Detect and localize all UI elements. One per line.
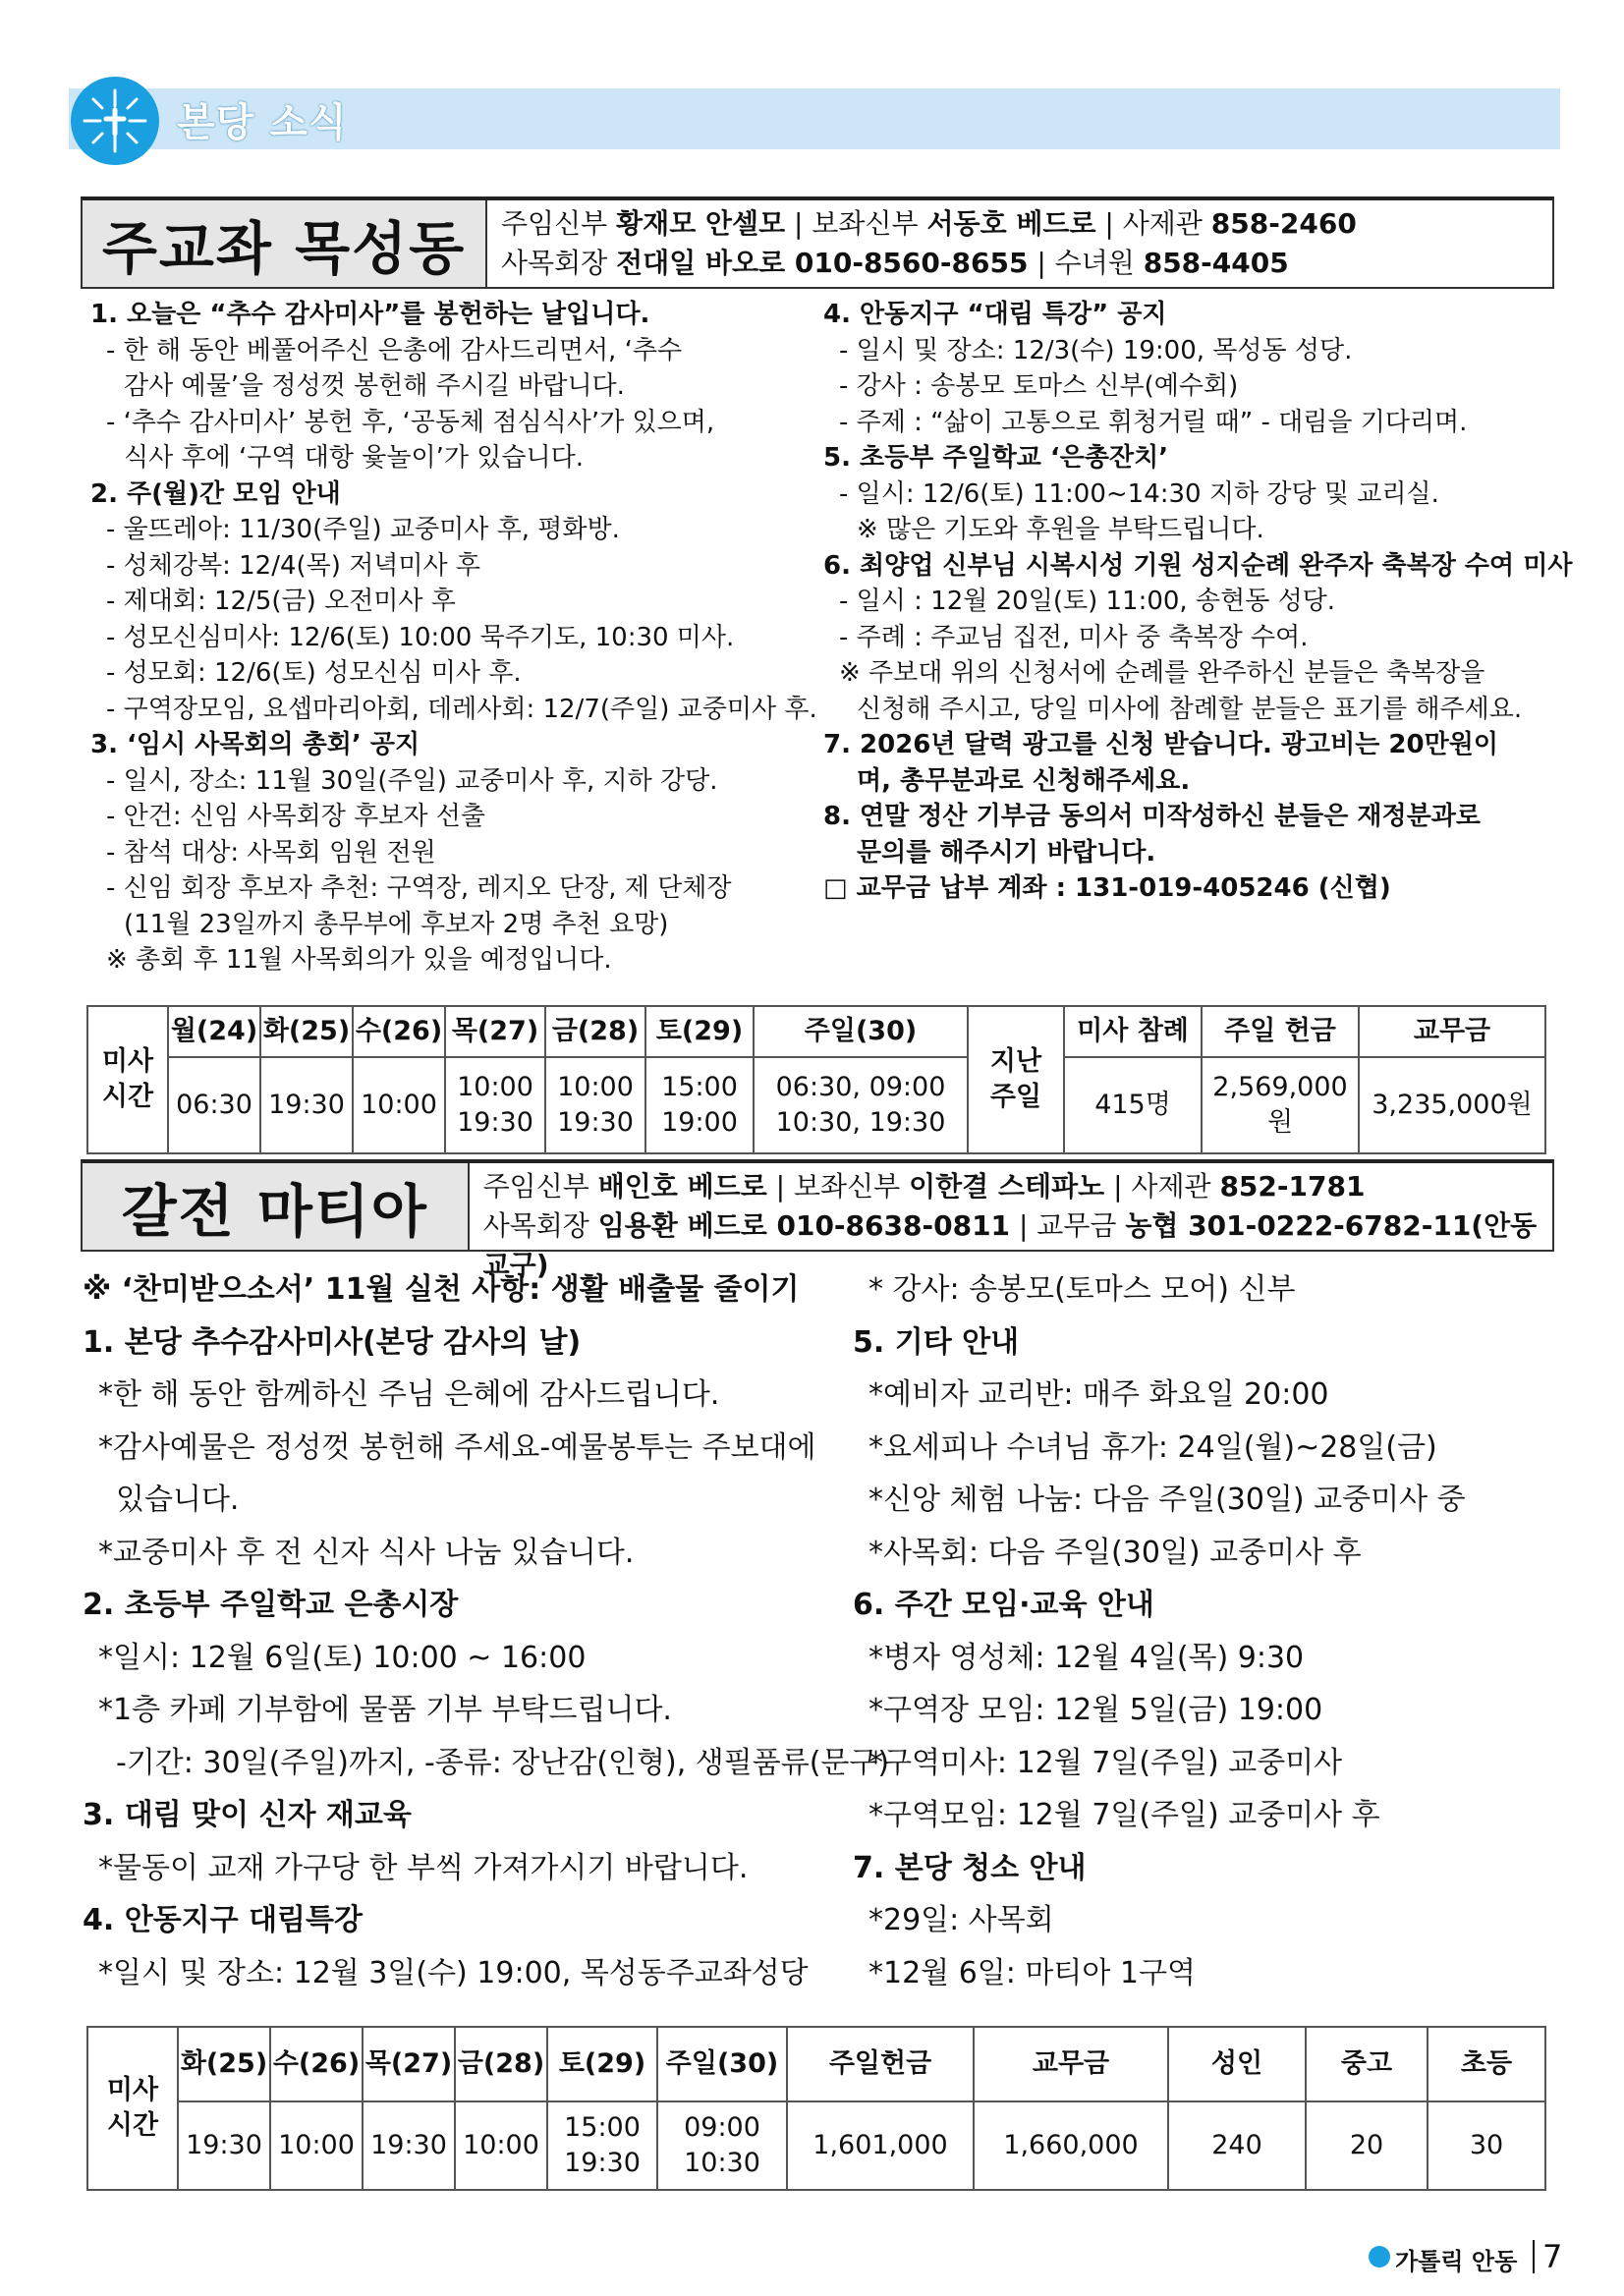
mass-time: 10:00 19:30 xyxy=(545,1057,645,1153)
notice-line: - 강사 : 송봉모 토마스 신부(예수회) xyxy=(839,371,1239,401)
day-header: 금(28) xyxy=(455,2027,547,2101)
notice-line: *예비자 교리반: 매주 화요일 20:00 xyxy=(868,1377,1329,1412)
notice-line: *물동이 교재 가구당 한 부씩 가져가시기 바랍니다. xyxy=(98,1850,749,1885)
notice-line: *교중미사 후 전 신자 식사 나눔 있습니다. xyxy=(98,1535,635,1570)
stat-value: 30 xyxy=(1428,2101,1545,2190)
notice-column-left xyxy=(83,1263,890,1999)
mass-time: 06:30, 09:00 10:30, 19:30 xyxy=(754,1057,968,1153)
day-header: 주일(30) xyxy=(657,2027,787,2101)
parish-info xyxy=(470,1163,1552,1281)
notice-heading: 7. 본당 청소 안내 xyxy=(853,1850,1087,1885)
notice-line: - 성모회: 12/6(토) 성모신심 미사 후. xyxy=(106,658,522,688)
notice-column-left xyxy=(90,297,817,979)
notice-heading: 문의를 해주시기 바랍니다. xyxy=(857,837,1156,868)
day-header: 수(26) xyxy=(353,1006,445,1057)
mass-time: 10:00 19:30 xyxy=(445,1057,545,1153)
publication-name: 가톨릭 안동 xyxy=(1395,2248,1518,2275)
stat-header: 미사 참례 xyxy=(1064,1006,1202,1057)
notice-line: - 주례 : 주교님 집전, 미사 중 축복장 수여. xyxy=(839,622,1309,652)
notice-heading: 2. 초등부 주일학교 은총시장 xyxy=(83,1588,459,1622)
notice-line: - 일시 : 12월 20일(토) 11:00, 송현동 성당. xyxy=(839,587,1336,616)
info-value: 858-2460 xyxy=(1210,207,1357,240)
notice-line: *일시 및 장소: 12월 3일(수) 19:00, 목성동주교좌성당 xyxy=(98,1955,809,1990)
notice-line: - 일시: 12/6(토) 11:00~14:30 지하 강당 및 교리실. xyxy=(839,478,1439,509)
notice-heading: 4. 안동지구 대림특강 xyxy=(83,1903,363,1937)
notice-column-right xyxy=(853,1263,1560,1999)
mass-time: 09:00 10:30 xyxy=(657,2101,787,2190)
notice-heading: 6. 주간 모임·교육 안내 xyxy=(853,1588,1154,1622)
stat-header: 성인 xyxy=(1168,2027,1306,2101)
mass-time: 15:00 19:30 xyxy=(547,2101,657,2190)
notice-line: - 성체강복: 12/4(목) 저녁미사 후 xyxy=(106,550,481,581)
notice-line: *29일: 사목회 xyxy=(868,1903,1054,1937)
notice-line: - 구역장모임, 요셉마리아회, 데레사회: 12/7(주일) 교중미사 후. xyxy=(106,694,817,724)
notice-line: -기간: 30일(주일)까지, -종류: 장난감(인형), 생필품류(문구) xyxy=(116,1745,890,1780)
info-label: 사목회장 xyxy=(482,1209,598,1242)
stat-value: 20 xyxy=(1306,2101,1428,2190)
stat-header: 교무금 xyxy=(974,2027,1168,2101)
notice-line: - 안건: 신임 사목회장 후보자 선출 xyxy=(106,802,485,831)
page-number: 7 xyxy=(1542,2238,1563,2275)
mass-time: 10:00 xyxy=(455,2101,547,2190)
notice-column-right xyxy=(823,297,1573,907)
notice-heading: 5. 기타 안내 xyxy=(853,1324,1020,1360)
notice-line: - 제대회: 12/5(금) 오전미사 후 xyxy=(106,587,456,616)
notice-line: *한 해 동안 함께하신 주님 은혜에 감사드립니다. xyxy=(98,1377,720,1412)
notice-heading: 3. 대림 맞이 신자 재교육 xyxy=(83,1798,412,1832)
info-value: 전대일 바오로 010-8560-8655 xyxy=(616,247,1029,279)
mass-time: 10:00 xyxy=(353,1057,445,1153)
mass-time: 19:30 xyxy=(178,2101,270,2190)
stat-value: 415명 xyxy=(1064,1057,1202,1153)
notice-line: *1층 카페 기부함에 물품 기부 부탁드립니다. xyxy=(98,1693,672,1727)
info-value: 이한결 스테파노 xyxy=(909,1170,1105,1203)
day-header: 월(24) xyxy=(168,1006,260,1057)
notice-line: - ‘추수 감사미사’ 봉헌 후, ‘공동체 점심식사’가 있으며, xyxy=(106,407,715,437)
info-value: 서동호 베드로 xyxy=(926,207,1096,240)
notice-line: - 일시 및 장소: 12/3(수) 19:00, 목성동 성당. xyxy=(839,335,1353,365)
section-title: 본당 소식 xyxy=(177,100,348,145)
notice-line: *구역모임: 12월 7일(주일) 교중미사 후 xyxy=(868,1798,1380,1832)
info-value: 852-1781 xyxy=(1219,1170,1366,1203)
notice-line: *요세피나 수녀님 휴가: 24일(월)~28일(금) xyxy=(868,1429,1437,1465)
info-label: | 보좌신부 xyxy=(766,1170,910,1203)
notice-line: - 신임 회장 후보자 추천: 구역장, 레지오 단장, 제 단체장 xyxy=(106,873,732,903)
notice-heading: 1. 본당 추수감사미사(본당 감사의 날) xyxy=(83,1324,582,1360)
mass-time: 10:00 xyxy=(270,2101,363,2190)
stat-header: 교무금 xyxy=(1359,1006,1545,1057)
parish-info-line xyxy=(501,204,1357,244)
day-header: 목(27) xyxy=(363,2027,455,2101)
notice-line: *구역미사: 12월 7일(주일) 교중미사 xyxy=(868,1745,1343,1780)
mass-time: 19:30 xyxy=(260,1057,353,1153)
notice-heading: 2. 주(월)간 모임 안내 xyxy=(90,478,341,509)
parish-info-line xyxy=(483,1167,1552,1206)
parish-name: 주교좌 목성동 xyxy=(83,200,487,287)
day-header: 수(26) xyxy=(270,2027,363,2101)
day-header: 주일(30) xyxy=(754,1006,968,1057)
notice-line: 신청해 주시고, 당일 미사에 참례할 분들은 표기를 해주세요. xyxy=(857,694,1523,724)
info-label: | 수녀원 xyxy=(1028,247,1144,279)
notice-heading: 7. 2026년 달력 광고를 신청 받습니다. 광고비는 20만원이 xyxy=(823,730,1498,759)
day-header: 토(29) xyxy=(645,1006,754,1057)
stat-value: 240 xyxy=(1168,2101,1306,2190)
parish-info xyxy=(487,200,1357,287)
notice-line: 식사 후에 ‘구역 대항 윷놀이’가 있습니다. xyxy=(124,443,584,473)
info-label: | 사제관 xyxy=(1104,1170,1220,1203)
day-header: 목(27) xyxy=(445,1006,545,1057)
info-label: 주임신부 xyxy=(501,207,617,240)
notice-line: *감사예물은 정성껏 봉헌해 주세요-예물봉투는 주보대에 xyxy=(98,1429,816,1465)
mass-time-label: 미사 시간 xyxy=(87,1006,168,1153)
info-value: 배인호 베드로 xyxy=(597,1170,767,1203)
notice-line: * 강사: 송봉모(토마스 모어) 신부 xyxy=(868,1272,1296,1307)
notice-line: - 성모신심미사: 12/6(토) 10:00 묵주기도, 10:30 미사. xyxy=(106,622,735,652)
mass-time: 06:30 xyxy=(168,1057,260,1153)
notice-heading: 1. 오늘은 “추수 감사미사”를 봉헌하는 날입니다. xyxy=(90,300,650,329)
mass-schedule-table xyxy=(86,1005,1546,1154)
notice-heading: ※ ‘찬미받으소서’ 11월 실천 사항: 생활 배출물 줄이기 xyxy=(83,1272,800,1307)
notice-line: ※ 많은 기도와 후원을 부탁드립니다. xyxy=(857,515,1264,544)
stat-value: 3,235,000원 xyxy=(1359,1057,1545,1153)
notice-line: *구역장 모임: 12월 5일(금) 19:00 xyxy=(868,1693,1323,1727)
day-header: 토(29) xyxy=(547,2027,657,2101)
notice-line: *병자 영성체: 12월 4일(목) 9:30 xyxy=(868,1640,1305,1675)
parish-name: 갈전 마티아 xyxy=(83,1163,470,1250)
cross-snowflake-icon xyxy=(71,77,159,165)
day-header: 화(25) xyxy=(260,1006,353,1057)
info-value: 858-4405 xyxy=(1143,247,1289,279)
info-label: | 사제관 xyxy=(1095,207,1211,240)
notice-line: *사목회: 다음 주일(30일) 교중미사 후 xyxy=(868,1535,1362,1570)
notice-line: - 한 해 동안 베풀어주신 은총에 감사드리면서, ‘추수 xyxy=(106,335,683,365)
notice-line: 있습니다. xyxy=(116,1483,240,1517)
mass-time-label: 미사 시간 xyxy=(87,2027,178,2190)
notice-line: - 일시, 장소: 11월 30일(주일) 교중미사 후, 지하 강당. xyxy=(106,765,718,796)
mass-time: 15:00 19:00 xyxy=(645,1057,754,1153)
notice-line: ※ 주보대 위의 신청서에 순례를 완주하신 분들은 축복장을 xyxy=(839,658,1485,688)
notice-heading: 며, 총무분과로 신청해주세요. xyxy=(857,765,1191,796)
mass-schedule-table xyxy=(86,2026,1546,2191)
notice-line: ※ 총회 후 11월 사목회의가 있을 예정입니다. xyxy=(106,945,612,975)
parish-header-mokseong xyxy=(81,196,1554,289)
info-label: 주임신부 xyxy=(482,1170,598,1203)
notice-line: *12월 6일: 마티아 1구역 xyxy=(868,1955,1196,1990)
notice-line: *일시: 12월 6일(토) 10:00 ~ 16:00 xyxy=(98,1640,587,1675)
stat-value: 1,660,000 xyxy=(974,2101,1168,2190)
stat-header: 주일헌금 xyxy=(787,2027,974,2101)
stat-header: 초등 xyxy=(1428,2027,1545,2101)
stat-value: 2,569,000원 xyxy=(1202,1057,1359,1153)
info-value: 황재모 안셀모 xyxy=(616,207,786,240)
notice-line: - 울뜨레아: 11/30(주일) 교중미사 후, 평화방. xyxy=(106,515,620,544)
info-value: 농협 301-0222-6782-11(안동교구) xyxy=(482,1209,1538,1281)
day-header: 금(28) xyxy=(545,1006,645,1057)
parish-header-galjeon xyxy=(81,1159,1554,1281)
info-value: 임용환 베드로 010-8638-0811 xyxy=(597,1209,1011,1242)
parish-info-line xyxy=(501,244,1357,283)
notice-line: - 참석 대상: 사목회 임원 전원 xyxy=(106,837,436,868)
mass-time: 19:30 xyxy=(363,2101,455,2190)
last-week-label: 지난 주일 xyxy=(968,1006,1064,1153)
notice-heading: □ 교무금 납부 계좌 : 131-019-405246 (신협) xyxy=(823,873,1391,903)
notice-heading: 4. 안동지구 “대림 특강” 공지 xyxy=(823,300,1167,329)
stat-value: 1,601,000 xyxy=(787,2101,974,2190)
notice-line: (11월 23일까지 총무부에 후보자 2명 추천 요망) xyxy=(124,909,669,939)
info-label: | 교무금 xyxy=(1010,1209,1126,1242)
footer-divider xyxy=(1533,2240,1535,2273)
notice-heading: 6. 최양업 신부님 시복시성 기원 성지순례 완주자 축복장 수여 미사 xyxy=(823,550,1573,581)
notice-heading: 8. 연말 정산 기부금 동의서 미작성하신 분들은 재정분과로 xyxy=(823,802,1481,831)
notice-line: - 주제 : “삶이 고통으로 휘청거릴 때” - 대림을 기다리며. xyxy=(839,407,1468,437)
notice-heading: 3. ‘임시 사목회의 총회’ 공지 xyxy=(90,730,420,759)
notice-line: *신앙 체험 나눔: 다음 주일(30일) 교중미사 중 xyxy=(868,1483,1466,1517)
stat-header: 중고 xyxy=(1306,2027,1428,2101)
footer-dot-icon xyxy=(1369,2246,1390,2268)
stat-header: 주일 헌금 xyxy=(1202,1006,1359,1057)
day-header: 화(25) xyxy=(178,2027,270,2101)
notice-heading: 5. 초등부 주일학교 ‘은총잔치’ xyxy=(823,443,1169,473)
info-label: 사목회장 xyxy=(501,247,617,279)
notice-line: 감사 예물’을 정성껏 봉헌해 주시길 바랍니다. xyxy=(124,371,625,401)
info-label: | 보좌신부 xyxy=(785,207,927,240)
